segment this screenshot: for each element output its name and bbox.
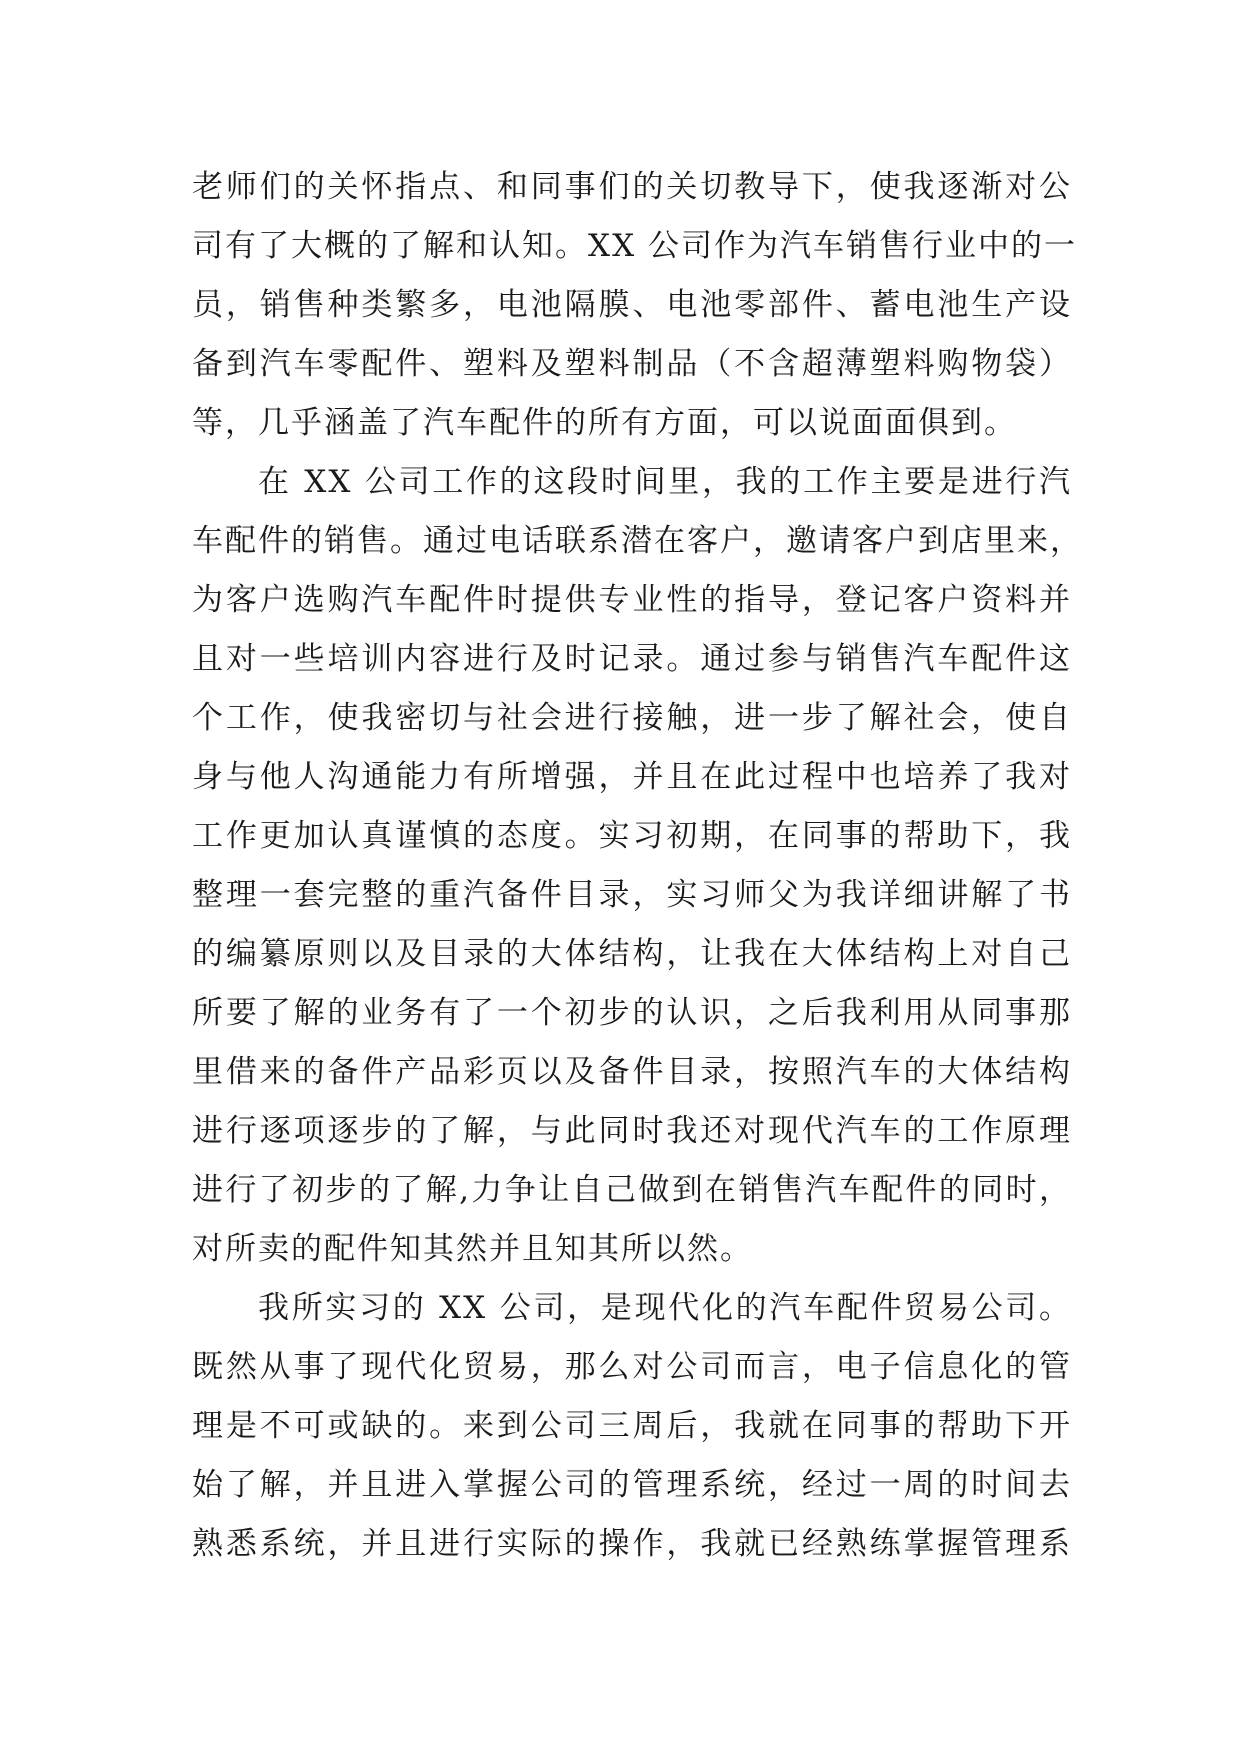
paragraph-start-line: 在 XX 公司工作的这段时间里，我的工作主要是进行汽 xyxy=(258,464,1072,500)
text-line: 里借来的备件产品彩页以及备件目录，按照汽车的大体结构 xyxy=(192,1054,1072,1090)
text-line: 工作更加认真谨慎的态度。实习初期，在同事的帮助下，我 xyxy=(192,818,1072,854)
text-line: 进行逐项逐步的了解，与此同时我还对现代汽车的工作原理 xyxy=(192,1113,1072,1149)
text-line: 员，销售种类繁多，电池隔膜、电池零部件、蓄电池生产设 xyxy=(192,287,1072,323)
text-line: 既然从事了现代化贸易，那么对公司而言，电子信息化的管 xyxy=(192,1349,1072,1385)
text-line: 身与他人沟通能力有所增强，并且在此过程中也培养了我对 xyxy=(192,759,1072,795)
text-line: 备到汽车零配件、塑料及塑料制品（不含超薄塑料购物袋） xyxy=(192,346,1072,382)
text-line: 整理一套完整的重汽备件目录，实习师父为我详细讲解了书 xyxy=(192,877,1072,913)
text-line: 对所卖的配件知其然并且知其所以然。 xyxy=(192,1231,753,1267)
text-line: 且对一些培训内容进行及时记录。通过参与销售汽车配件这 xyxy=(192,641,1072,677)
text-line: 所要了解的业务有了一个初步的认识，之后我利用从同事那 xyxy=(192,995,1072,1031)
body-text xyxy=(192,158,1083,1574)
paragraph-start-line: 我所实习的 XX 公司，是现代化的汽车配件贸易公司。 xyxy=(258,1290,1072,1326)
text-line: 老师们的关怀指点、和同事们的关切教导下，使我逐渐对公 xyxy=(192,169,1072,205)
text-line: 等，几乎涵盖了汽车配件的所有方面，可以说面面俱到。 xyxy=(192,405,1017,441)
text-line: 车配件的销售。通过电话联系潜在客户，邀请客户到店里来， xyxy=(192,523,1083,559)
text-line: 个工作，使我密切与社会进行接触，进一步了解社会，使自 xyxy=(192,700,1072,736)
text-line: 熟悉系统，并且进行实际的操作，我就已经熟练掌握管理系 xyxy=(192,1526,1072,1562)
text-line: 始了解，并且进入掌握公司的管理系统，经过一周的时间去 xyxy=(192,1467,1072,1503)
text-line: 进行了初步的了解,力争让自己做到在销售汽车配件的同时， xyxy=(192,1172,1072,1208)
text-line: 的编纂原则以及目录的大体结构，让我在大体结构上对自己 xyxy=(192,936,1072,972)
text-line: 司有了大概的了解和认知。XX 公司作为汽车销售行业中的一 xyxy=(192,228,1077,264)
text-line: 为客户选购汽车配件时提供专业性的指导，登记客户资料并 xyxy=(192,582,1072,618)
text-line: 理是不可或缺的。来到公司三周后，我就在同事的帮助下开 xyxy=(192,1408,1072,1444)
